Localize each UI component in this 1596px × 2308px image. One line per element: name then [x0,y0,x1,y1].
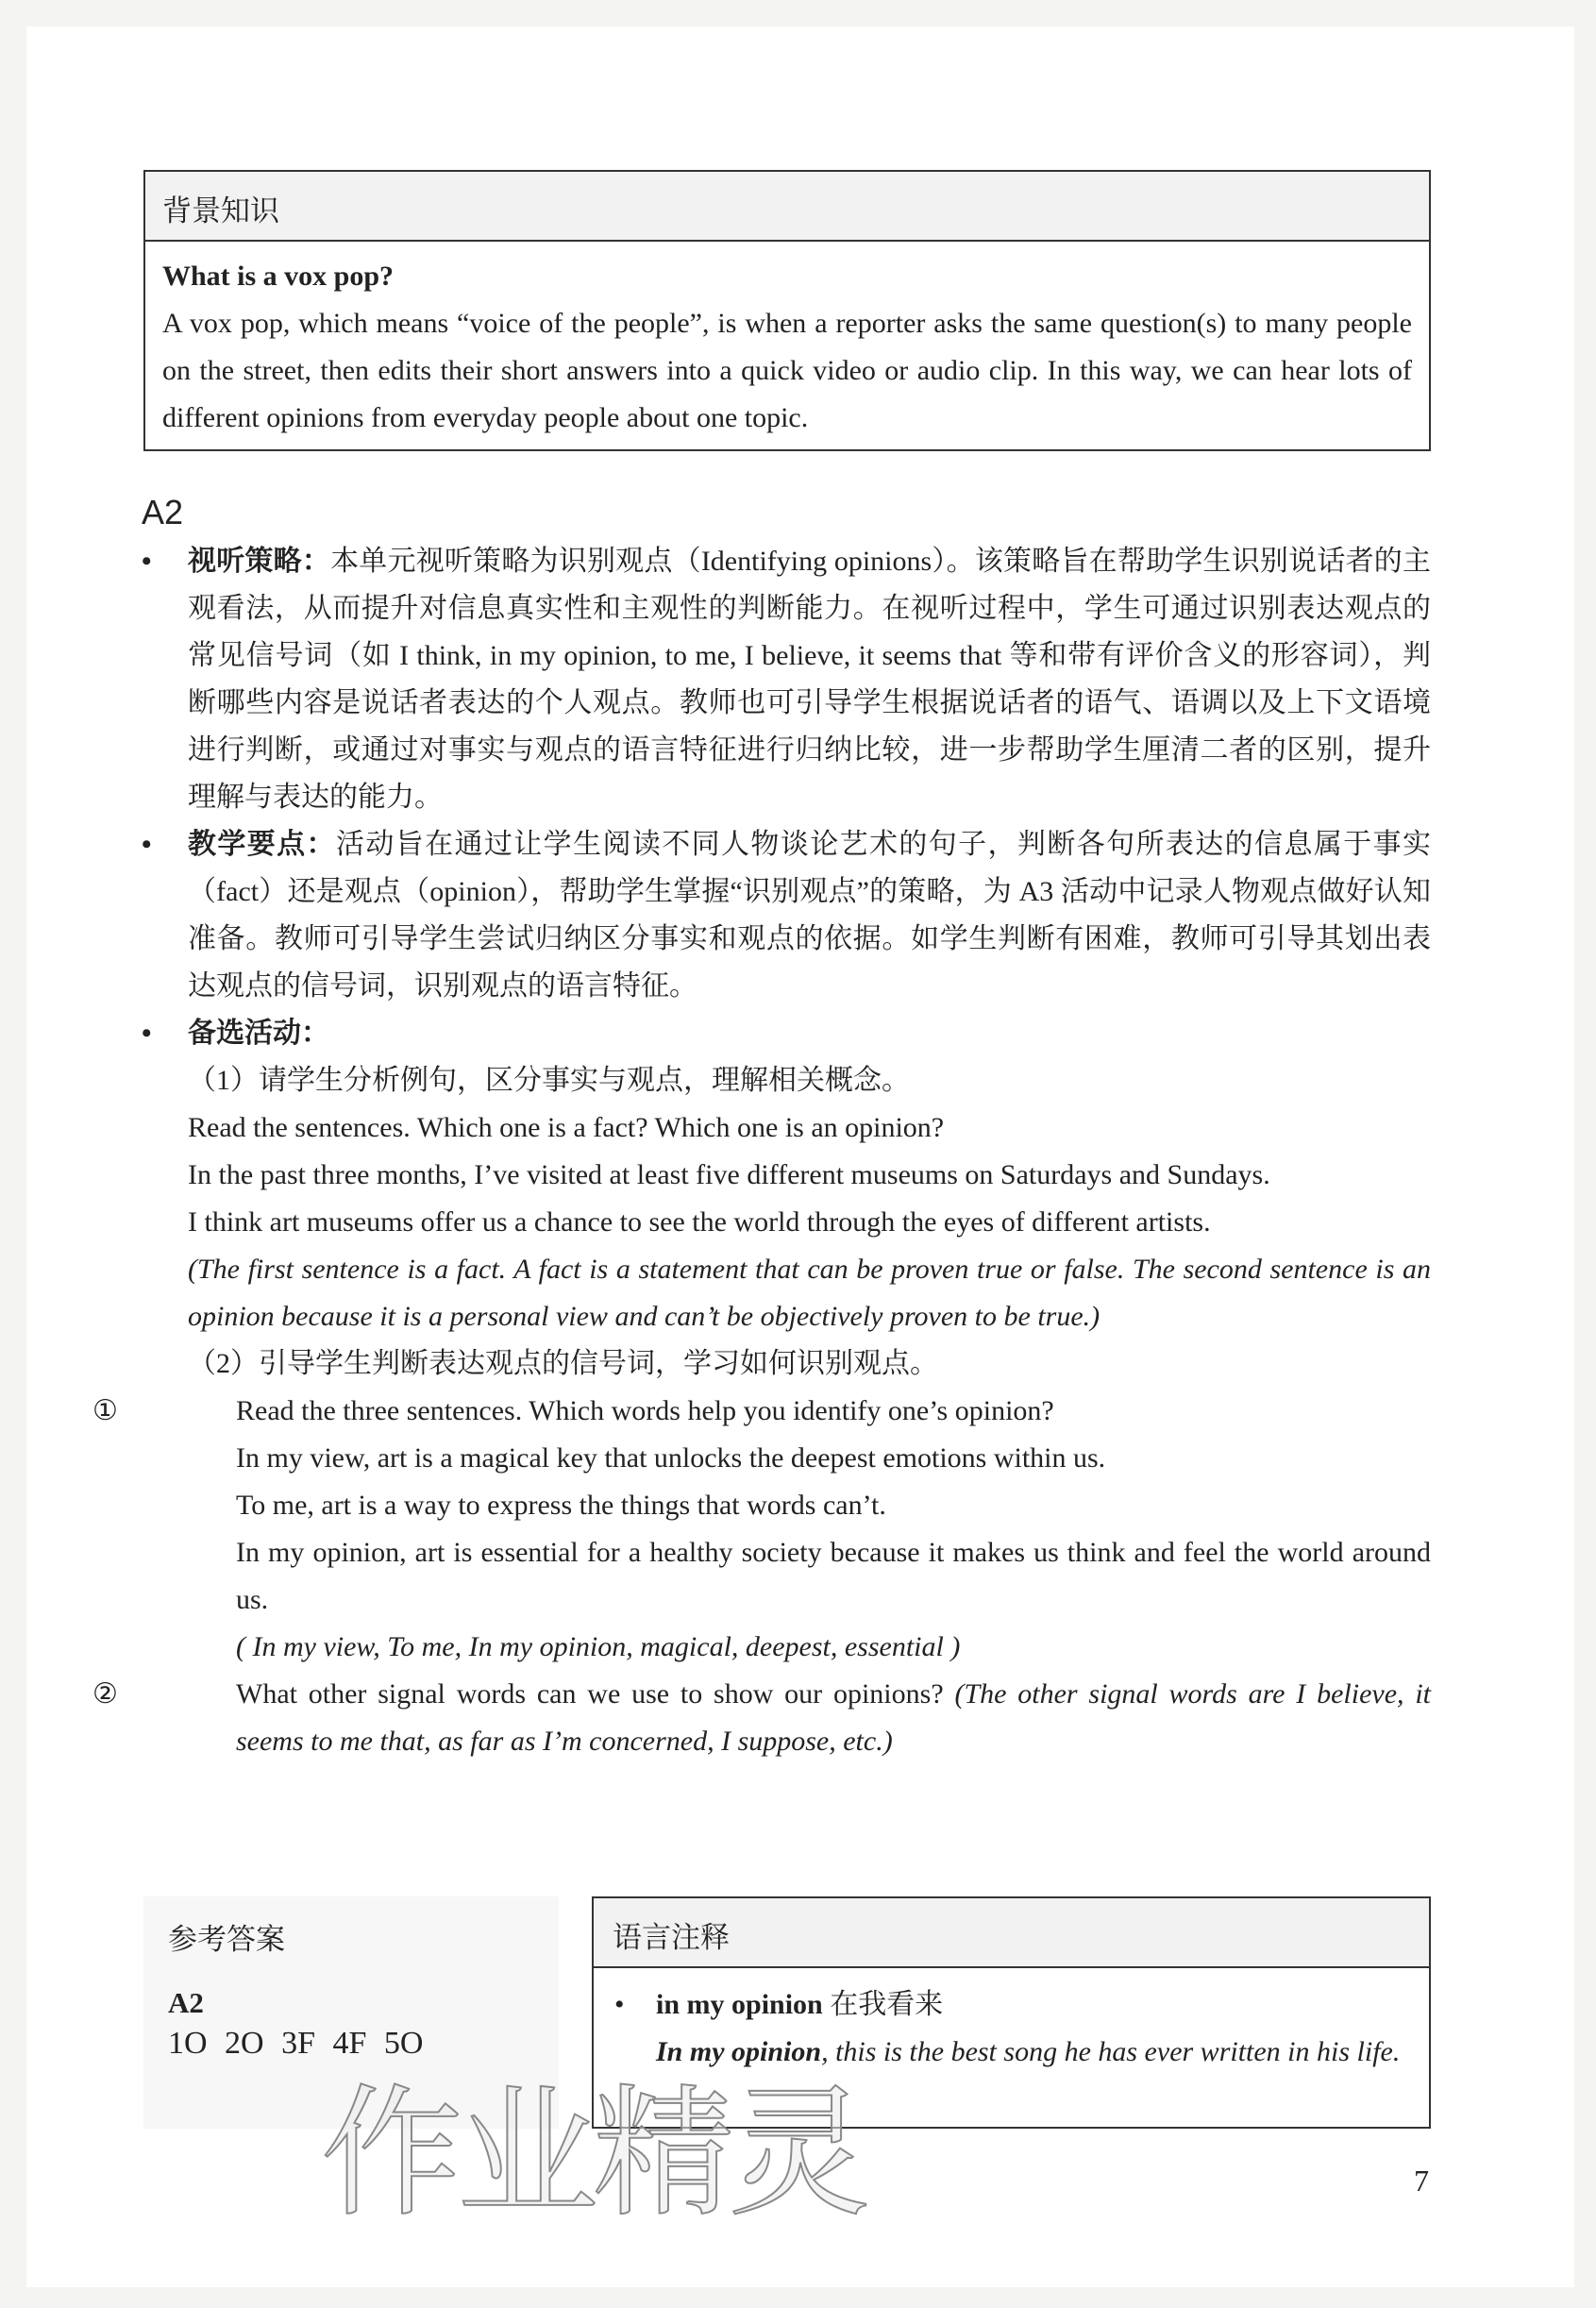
activity2-intro: （2）引导学生判断表达观点的信号词，学习如何识别观点。 [188,1348,938,1379]
activity2-item1: ① Read the three sentences. Which words help you identify one’s opinion? [92,1395,1054,1426]
example-sentence: In my opinion, this is the best song he has ever written in his life. [656,2036,1401,2067]
activity2-sentence3: In my opinion, art is essential for a healthy society because it makes us think and feel the world around us. [236,1537,1431,1615]
bullet-teaching-points: • 教学要点：活动旨在通过让学生阅读不同人物谈论艺术的句子，判断各句所表达的信息属于事实（fact）还是观点（opinion），帮助学生掌握“识别观点”的策略，为 A3 活动中记录人物观点做好认知准备。教师可引导学生尝试归纳区分事实和观点的依据。如学生判断有困难，教师可引导其划出表达观点的信号词，识别观点的语言特征。 [142,829,1432,1002]
bullet-text: 本单元视听策略为识别观点（Identifying opinions）。该策略旨在帮助学生识别说话者的主观看法，从而提升对信息真实性和主观性的判断能力。在视听过程中，学生可通过识别表达观点的常见信号词（如 I think, in my opinion, to me, I believe, it seems that 等和带有评价含义的形容词），判断哪些内容是说话者表达的个人观点。教师也可引导学生根据说话者的语气、语调以及上下文语境进行判断，或通过对事实与观点的语言特征进行归纳比较，进一步帮助学生厘清二者的区别，提升理解与表达的能力。 [188,546,1431,813]
activity1-sentence2: I think art museums offer us a chance to see the world through the eyes of different artists. [188,1206,1211,1238]
watermark: 作业精灵 [321,2072,865,2236]
activity2-sentence2: To me, art is a way to express the things that words can’t. [236,1490,886,1521]
activity2-sentence1: In my view, art is a magical key that unlocks the deepest emotions within us. [236,1442,1106,1474]
bullet-strategy: • 视听策略：本单元视听策略为识别观点（Identifying opinions）。该策略旨在帮助学生识别说话者的主观看法，从而提升对信息真实性和主观性的判断能力。在视听过程中，学生可通过识别表达观点的常见信号词（如 I think, in my opinion, to me, I believe, it seems that 等和带有评价含义的形容词），判断哪些内容是说话者表达的个人观点。教师也可引导学生根据说话者的语气、语调以及上下文语境进行判断，或通过对事实与观点的语言特征进行归纳比较，进一步帮助学生厘清二者的区别，提升理解与表达的能力。 [142,546,1431,813]
bullet-label: 视听策略： [188,546,331,577]
language-notes-box: 语言注释 • in my opinion 在我看来 In my opinion, this is the best song he has ever written in his life. [592,1896,1431,2129]
section-heading: A2 [142,493,184,531]
bullet-label: 教学要点： [188,829,336,860]
phrase-meaning: 在我看来 [830,1989,944,2020]
answers-key: 1O 2O 3F 4F 5O [168,2026,424,2061]
box-question: What is a vox pop? [162,261,395,292]
activity2-answer1: ( In my view, To me, In my opinion, magical, deepest, essential ) [236,1631,961,1662]
activity2-item2: ② What other signal words can we use to show our opinions? (The other signal words are I believe, it seems to me that, as far as I’m concerned, I suppose, etc.) [92,1678,1432,1757]
phrase: in my opinion [656,1989,823,2020]
answers-title: 参考答案 [168,1923,285,1956]
page-number: 7 [1414,2164,1429,2198]
activity1-sentence1: In the past three months, I’ve visited at least five different museums on Saturdays and Sundays. [188,1159,1270,1190]
bullet-alt-activity: • 备选活动： [142,1018,329,1049]
background-knowledge-box [143,170,1431,451]
box-title: 背景知识 [145,172,1429,242]
bullet-text: 活动旨在通过让学生阅读不同人物谈论艺术的句子，判断各句所表达的信息属于事实（fact）还是观点（opinion），帮助学生掌握“识别观点”的策略，为 A3 活动中记录人物观点做好认知准备。教师可引导学生尝试归纳区分事实和观点的依据。如学生判断有困难，教师可引导其划出表达观点的信号词，识别观点的语言特征。 [188,829,1432,1002]
language-notes-title: 语言注释 [594,1898,1429,1968]
activity1-question: Read the sentences. Which one is a fact? Which one is an opinion? [188,1112,945,1143]
main-content [92,538,1432,1765]
answers-section: A2 [168,1986,204,2019]
box-body: A vox pop, which means “voice of the people”, is when a reporter asks the same question(s) to many people on the street, then edits their short answers into a quick video or audio clip. In this way, we can hear lots of different opinions from everyday people about one topic. [162,308,1412,433]
bullet-label: 备选活动： [188,1018,329,1049]
activity1-answer: (The first sentence is a fact. A fact is a statement that can be proven true or false. The second sentence is an opinion because it is a personal view and can’t be objectively proven to be true.) [188,1254,1431,1332]
activity1-intro: （1）请学生分析例句，区分事实与观点，理解相关概念。 [188,1065,910,1096]
